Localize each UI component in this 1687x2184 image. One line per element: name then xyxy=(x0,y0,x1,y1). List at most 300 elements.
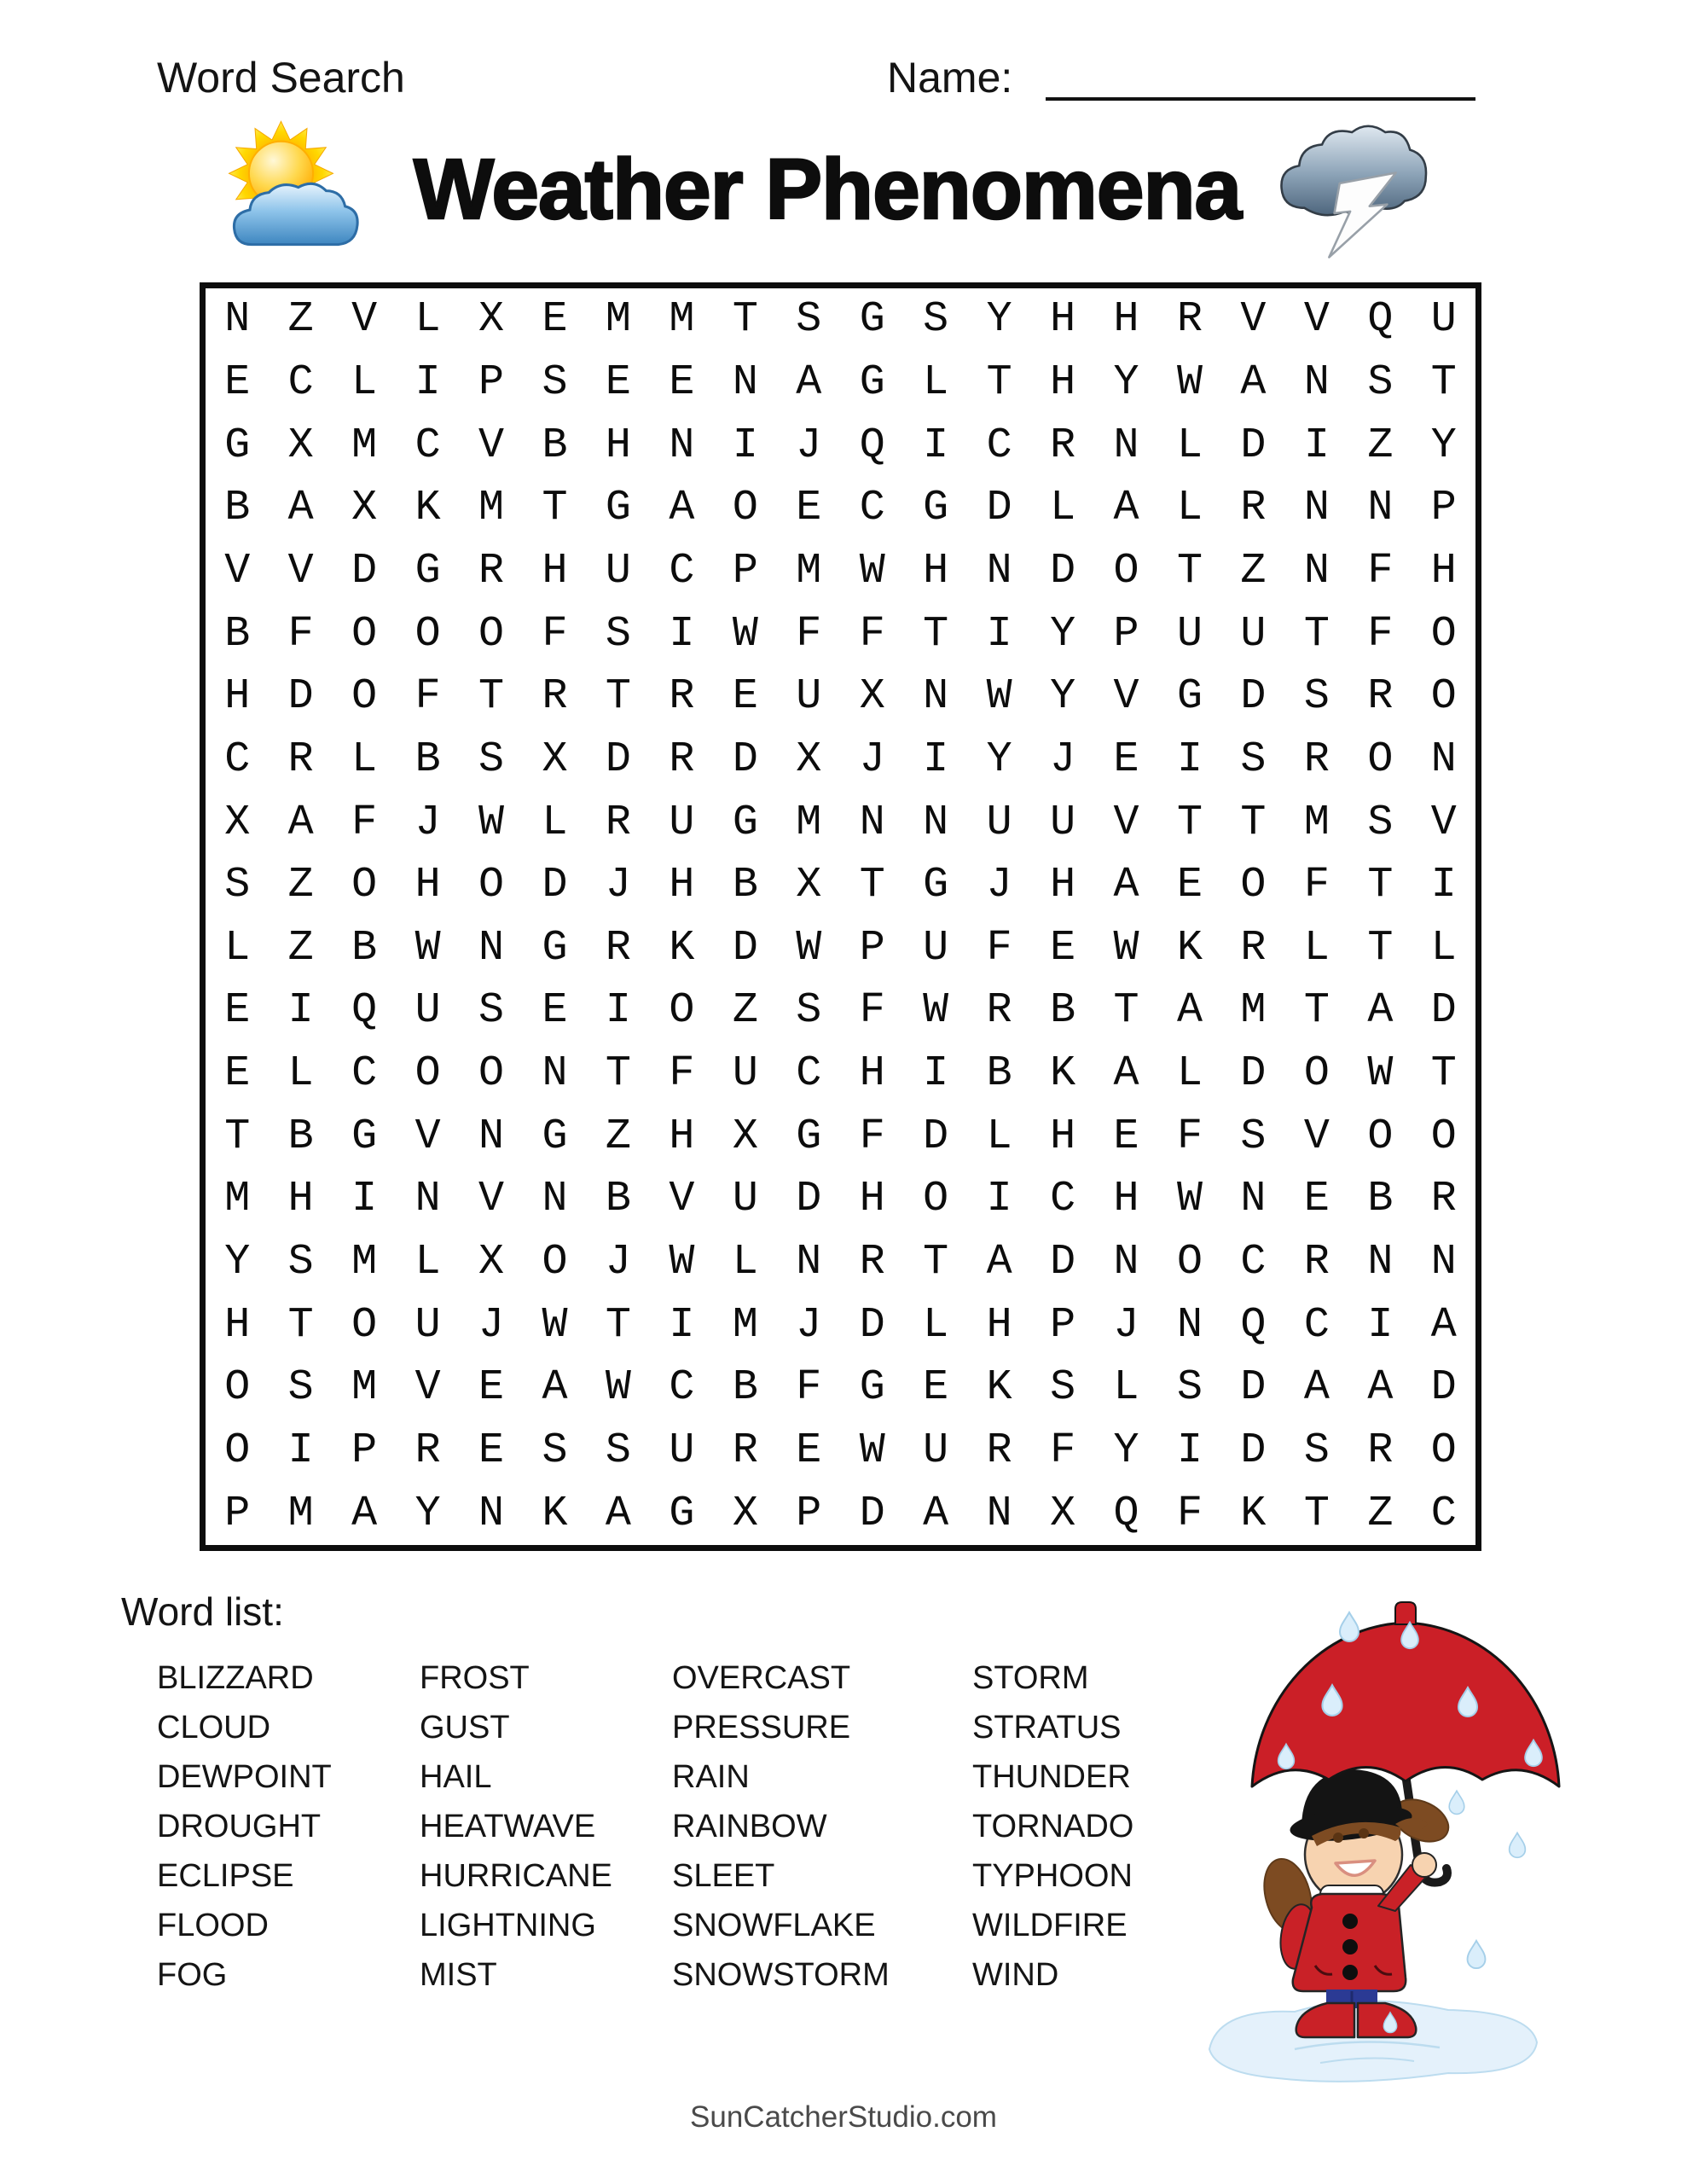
grid-letter[interactable]: U xyxy=(923,923,949,973)
grid-letter[interactable]: X xyxy=(1050,1489,1076,1538)
grid-letter[interactable]: Y xyxy=(1113,1426,1139,1476)
grid-letter[interactable]: W xyxy=(859,546,885,595)
grid-letter[interactable]: G xyxy=(669,1489,695,1538)
grid-letter[interactable]: Q xyxy=(1367,295,1394,345)
grid-letter[interactable]: T xyxy=(1113,986,1139,1036)
grid-letter[interactable]: E xyxy=(1176,861,1203,910)
grid-letter[interactable]: R xyxy=(1303,1238,1330,1287)
grid-letter[interactable]: U xyxy=(669,1426,695,1476)
grid-letter[interactable]: I xyxy=(1430,861,1457,910)
grid-letter[interactable]: F xyxy=(796,609,822,659)
grid-letter[interactable]: D xyxy=(1240,1049,1267,1099)
grid-letter[interactable]: L xyxy=(1176,1049,1203,1099)
grid-letter[interactable]: R xyxy=(1430,1175,1457,1224)
grid-letter[interactable]: W xyxy=(1367,1049,1394,1099)
grid-letter[interactable]: E xyxy=(669,357,695,407)
grid-letter[interactable]: S xyxy=(224,861,251,910)
grid-letter[interactable]: I xyxy=(415,357,441,407)
grid-letter[interactable]: F xyxy=(1050,1426,1076,1476)
grid-letter[interactable]: M xyxy=(796,798,822,847)
grid-letter[interactable]: R xyxy=(669,672,695,722)
grid-letter[interactable]: O xyxy=(1367,1112,1394,1161)
word-list-item[interactable]: CLOUD xyxy=(157,1710,271,1745)
word-list-item[interactable]: LIGHTNING xyxy=(420,1908,596,1943)
grid-letter[interactable]: F xyxy=(796,1363,822,1413)
grid-letter[interactable]: O xyxy=(1303,1049,1330,1099)
grid-letter[interactable]: F xyxy=(542,609,568,659)
letter-grid[interactable] xyxy=(200,282,1481,1551)
grid-letter[interactable]: Z xyxy=(1367,421,1394,470)
grid-letter[interactable]: N xyxy=(478,1112,505,1161)
grid-letter[interactable]: D xyxy=(1240,1426,1267,1476)
grid-letter[interactable]: C xyxy=(287,357,314,407)
grid-letter[interactable]: C xyxy=(1240,1238,1267,1287)
grid-letter[interactable]: E xyxy=(224,986,251,1036)
grid-letter[interactable]: U xyxy=(986,798,1012,847)
grid-letter[interactable]: E xyxy=(732,672,758,722)
grid-letter[interactable]: Y xyxy=(415,1489,441,1538)
grid-letter[interactable]: I xyxy=(732,421,758,470)
grid-letter[interactable]: N xyxy=(796,1238,822,1287)
grid-letter[interactable]: A xyxy=(1367,986,1394,1036)
grid-letter[interactable]: E xyxy=(542,295,568,345)
grid-letter[interactable]: F xyxy=(859,986,885,1036)
grid-letter[interactable]: B xyxy=(224,484,251,533)
word-list-item[interactable]: SLEET xyxy=(672,1858,775,1894)
grid-letter[interactable]: T xyxy=(605,1300,631,1350)
grid-letter[interactable]: P xyxy=(796,1489,822,1538)
grid-letter[interactable]: R xyxy=(1240,923,1267,973)
grid-letter[interactable]: T xyxy=(1430,357,1457,407)
word-list-item[interactable]: TORNADO xyxy=(972,1809,1134,1844)
word-list-item[interactable]: BLIZZARD xyxy=(157,1660,314,1696)
grid-letter[interactable]: S xyxy=(287,1363,314,1413)
grid-letter[interactable]: T xyxy=(923,609,949,659)
grid-letter[interactable]: F xyxy=(986,923,1012,973)
grid-letter[interactable]: I xyxy=(1176,735,1203,784)
grid-letter[interactable]: I xyxy=(351,1175,378,1224)
grid-letter[interactable]: O xyxy=(1430,609,1457,659)
grid-letter[interactable]: G xyxy=(732,798,758,847)
grid-letter[interactable]: W xyxy=(986,672,1012,722)
grid-letter[interactable]: L xyxy=(351,735,378,784)
grid-letter[interactable]: M xyxy=(1303,798,1330,847)
grid-letter[interactable]: S xyxy=(796,986,822,1036)
grid-letter[interactable]: K xyxy=(1050,1049,1076,1099)
grid-letter[interactable]: N xyxy=(478,923,505,973)
grid-letter[interactable]: D xyxy=(859,1489,885,1538)
word-list-item[interactable]: GUST xyxy=(420,1710,510,1745)
grid-letter[interactable]: I xyxy=(669,609,695,659)
grid-letter[interactable]: A xyxy=(669,484,695,533)
word-list-item[interactable]: STORM xyxy=(972,1660,1089,1696)
grid-letter[interactable]: P xyxy=(1113,609,1139,659)
grid-letter[interactable]: I xyxy=(287,986,314,1036)
word-list-item[interactable]: FOG xyxy=(157,1957,228,1993)
grid-letter[interactable]: C xyxy=(415,421,441,470)
grid-letter[interactable]: N xyxy=(1367,484,1394,533)
grid-letter[interactable]: X xyxy=(732,1112,758,1161)
grid-letter[interactable]: I xyxy=(986,1175,1012,1224)
grid-letter[interactable]: K xyxy=(1240,1489,1267,1538)
grid-letter[interactable]: X xyxy=(224,798,251,847)
grid-letter[interactable]: S xyxy=(1303,672,1330,722)
grid-letter[interactable]: J xyxy=(605,861,631,910)
grid-letter[interactable]: X xyxy=(796,735,822,784)
grid-letter[interactable]: G xyxy=(923,861,949,910)
grid-letter[interactable]: H xyxy=(986,1300,1012,1350)
grid-letter[interactable]: H xyxy=(1430,546,1457,595)
grid-letter[interactable]: E xyxy=(542,986,568,1036)
grid-letter[interactable]: A xyxy=(1430,1300,1457,1350)
grid-letter[interactable]: E xyxy=(605,357,631,407)
grid-letter[interactable]: C xyxy=(351,1049,378,1099)
grid-letter[interactable]: Q xyxy=(1240,1300,1267,1350)
grid-letter[interactable]: S xyxy=(1367,798,1394,847)
grid-letter[interactable]: Z xyxy=(287,861,314,910)
grid-letter[interactable]: O xyxy=(669,986,695,1036)
grid-letter[interactable]: N xyxy=(1430,1238,1457,1287)
grid-letter[interactable]: V xyxy=(1113,672,1139,722)
grid-letter[interactable]: Z xyxy=(287,923,314,973)
grid-letter[interactable]: W xyxy=(1176,357,1203,407)
grid-letter[interactable]: O xyxy=(1240,861,1267,910)
grid-letter[interactable]: F xyxy=(1367,546,1394,595)
grid-letter[interactable]: M xyxy=(351,1363,378,1413)
grid-letter[interactable]: O xyxy=(732,484,758,533)
grid-letter[interactable]: P xyxy=(1430,484,1457,533)
grid-letter[interactable]: G xyxy=(859,295,885,345)
grid-letter[interactable]: R xyxy=(1240,484,1267,533)
grid-letter[interactable]: O xyxy=(351,861,378,910)
grid-letter[interactable]: S xyxy=(1176,1363,1203,1413)
grid-letter[interactable]: S xyxy=(478,735,505,784)
grid-letter[interactable]: G xyxy=(542,923,568,973)
grid-letter[interactable]: W xyxy=(1113,923,1139,973)
grid-letter[interactable]: K xyxy=(415,484,441,533)
grid-letter[interactable]: V xyxy=(1113,798,1139,847)
grid-letter[interactable]: U xyxy=(923,1426,949,1476)
grid-letter[interactable]: F xyxy=(859,609,885,659)
grid-letter[interactable]: S xyxy=(542,1426,568,1476)
grid-letter[interactable]: R xyxy=(986,986,1012,1036)
grid-letter[interactable]: J xyxy=(415,798,441,847)
grid-letter[interactable]: N xyxy=(923,672,949,722)
grid-letter[interactable]: N xyxy=(478,1489,505,1538)
grid-letter[interactable]: V xyxy=(1430,798,1457,847)
grid-letter[interactable]: C xyxy=(669,1363,695,1413)
grid-letter[interactable]: K xyxy=(542,1489,568,1538)
grid-letter[interactable]: R xyxy=(415,1426,441,1476)
grid-letter[interactable]: A xyxy=(351,1489,378,1538)
grid-letter[interactable]: V xyxy=(415,1112,441,1161)
grid-letter[interactable]: N xyxy=(986,546,1012,595)
grid-letter[interactable]: T xyxy=(1430,1049,1457,1099)
grid-letter[interactable]: W xyxy=(478,798,505,847)
grid-letter[interactable]: I xyxy=(923,735,949,784)
grid-letter[interactable]: C xyxy=(1303,1300,1330,1350)
grid-letter[interactable]: L xyxy=(287,1049,314,1099)
grid-letter[interactable]: V xyxy=(224,546,251,595)
grid-letter[interactable]: M xyxy=(605,295,631,345)
grid-letter[interactable]: A xyxy=(542,1363,568,1413)
grid-letter[interactable]: O xyxy=(478,609,505,659)
grid-letter[interactable]: A xyxy=(1176,986,1203,1036)
grid-letter[interactable]: O xyxy=(1430,672,1457,722)
word-list-item[interactable]: STRATUS xyxy=(972,1710,1122,1745)
grid-letter[interactable]: V xyxy=(669,1175,695,1224)
grid-letter[interactable]: S xyxy=(1303,1426,1330,1476)
grid-letter[interactable]: E xyxy=(478,1426,505,1476)
grid-letter[interactable]: W xyxy=(923,986,949,1036)
grid-letter[interactable]: B xyxy=(732,1363,758,1413)
grid-letter[interactable]: C xyxy=(859,484,885,533)
grid-letter[interactable]: N xyxy=(1113,421,1139,470)
grid-letter[interactable]: O xyxy=(1113,546,1139,595)
word-list-item[interactable]: HEATWAVE xyxy=(420,1809,596,1844)
grid-letter[interactable]: H xyxy=(224,672,251,722)
grid-letter[interactable]: V xyxy=(287,546,314,595)
grid-letter[interactable]: N xyxy=(1240,1175,1267,1224)
grid-letter[interactable]: E xyxy=(923,1363,949,1413)
grid-letter[interactable]: D xyxy=(986,484,1012,533)
word-list-item[interactable]: WIND xyxy=(972,1957,1059,1993)
word-list-item[interactable]: OVERCAST xyxy=(672,1660,851,1696)
grid-letter[interactable]: W xyxy=(1176,1175,1203,1224)
grid-letter[interactable]: F xyxy=(669,1049,695,1099)
grid-letter[interactable]: L xyxy=(351,357,378,407)
grid-letter[interactable]: P xyxy=(224,1489,251,1538)
grid-letter[interactable]: D xyxy=(1240,1363,1267,1413)
grid-letter[interactable]: B xyxy=(415,735,441,784)
grid-letter[interactable]: J xyxy=(796,1300,822,1350)
grid-letter[interactable]: I xyxy=(923,1049,949,1099)
grid-letter[interactable]: D xyxy=(732,923,758,973)
grid-letter[interactable]: M xyxy=(732,1300,758,1350)
grid-letter[interactable]: U xyxy=(1050,798,1076,847)
grid-letter[interactable]: T xyxy=(1303,1489,1330,1538)
grid-letter[interactable]: S xyxy=(1050,1363,1076,1413)
grid-letter[interactable]: A xyxy=(1367,1363,1394,1413)
grid-letter[interactable]: E xyxy=(1303,1175,1330,1224)
grid-letter[interactable]: I xyxy=(1367,1300,1394,1350)
grid-letter[interactable]: H xyxy=(923,546,949,595)
grid-letter[interactable]: H xyxy=(1050,295,1076,345)
word-list-item[interactable]: HURRICANE xyxy=(420,1858,612,1894)
grid-letter[interactable]: M xyxy=(224,1175,251,1224)
grid-letter[interactable]: A xyxy=(287,484,314,533)
grid-letter[interactable]: E xyxy=(1113,1112,1139,1161)
grid-letter[interactable]: O xyxy=(1430,1112,1457,1161)
grid-letter[interactable]: Y xyxy=(986,735,1012,784)
word-list-item[interactable]: RAINBOW xyxy=(672,1809,827,1844)
grid-letter[interactable]: E xyxy=(1050,923,1076,973)
grid-letter[interactable]: E xyxy=(796,1426,822,1476)
grid-letter[interactable]: W xyxy=(669,1238,695,1287)
grid-letter[interactable]: O xyxy=(224,1426,251,1476)
grid-letter[interactable]: N xyxy=(859,798,885,847)
grid-letter[interactable]: D xyxy=(287,672,314,722)
word-list-item[interactable]: RAIN xyxy=(672,1759,750,1795)
word-list-item[interactable]: DEWPOINT xyxy=(157,1759,332,1795)
grid-letter[interactable]: R xyxy=(478,546,505,595)
word-list-item[interactable]: FLOOD xyxy=(157,1908,269,1943)
grid-letter[interactable]: I xyxy=(605,986,631,1036)
grid-letter[interactable]: B xyxy=(1367,1175,1394,1224)
grid-letter[interactable]: L xyxy=(986,1112,1012,1161)
grid-letter[interactable]: O xyxy=(1176,1238,1203,1287)
grid-letter[interactable]: P xyxy=(859,923,885,973)
word-list-item[interactable]: ECLIPSE xyxy=(157,1858,294,1894)
grid-letter[interactable]: W xyxy=(859,1426,885,1476)
grid-letter[interactable]: T xyxy=(605,672,631,722)
grid-letter[interactable]: Q xyxy=(351,986,378,1036)
grid-letter[interactable]: V xyxy=(478,421,505,470)
grid-letter[interactable]: X xyxy=(478,1238,505,1287)
grid-letter[interactable]: N xyxy=(1367,1238,1394,1287)
grid-letter[interactable]: N xyxy=(224,295,251,345)
grid-letter[interactable]: O xyxy=(1430,1426,1457,1476)
grid-letter[interactable]: T xyxy=(478,672,505,722)
grid-letter[interactable]: G xyxy=(605,484,631,533)
grid-letter[interactable]: S xyxy=(1367,357,1394,407)
grid-letter[interactable]: L xyxy=(1176,484,1203,533)
grid-letter[interactable]: U xyxy=(1430,295,1457,345)
grid-letter[interactable]: V xyxy=(1240,295,1267,345)
grid-letter[interactable]: L xyxy=(732,1238,758,1287)
grid-letter[interactable]: J xyxy=(478,1300,505,1350)
grid-letter[interactable]: K xyxy=(1176,923,1203,973)
grid-letter[interactable]: O xyxy=(478,1049,505,1099)
grid-letter[interactable]: Y xyxy=(986,295,1012,345)
grid-letter[interactable]: M xyxy=(478,484,505,533)
grid-letter[interactable]: M xyxy=(669,295,695,345)
grid-letter[interactable]: O xyxy=(351,609,378,659)
grid-letter[interactable]: I xyxy=(1303,421,1330,470)
grid-letter[interactable]: X xyxy=(287,421,314,470)
grid-letter[interactable]: G xyxy=(1176,672,1203,722)
grid-letter[interactable]: B xyxy=(986,1049,1012,1099)
grid-letter[interactable]: A xyxy=(1240,357,1267,407)
grid-letter[interactable]: L xyxy=(923,1300,949,1350)
grid-letter[interactable]: B xyxy=(732,861,758,910)
grid-letter[interactable]: N xyxy=(1430,735,1457,784)
grid-letter[interactable]: F xyxy=(1303,861,1330,910)
grid-letter[interactable]: H xyxy=(415,861,441,910)
grid-letter[interactable]: B xyxy=(542,421,568,470)
grid-letter[interactable]: O xyxy=(351,672,378,722)
grid-letter[interactable]: J xyxy=(605,1238,631,1287)
grid-letter[interactable]: G xyxy=(224,421,251,470)
grid-letter[interactable]: D xyxy=(1050,546,1076,595)
grid-letter[interactable]: O xyxy=(415,1049,441,1099)
grid-letter[interactable]: I xyxy=(923,421,949,470)
grid-letter[interactable]: T xyxy=(986,357,1012,407)
grid-letter[interactable]: S xyxy=(287,1238,314,1287)
word-list-item[interactable]: FROST xyxy=(420,1660,530,1696)
grid-letter[interactable]: M xyxy=(351,421,378,470)
grid-letter[interactable]: L xyxy=(415,1238,441,1287)
name-input-line[interactable] xyxy=(1046,97,1475,101)
grid-letter[interactable]: S xyxy=(1240,735,1267,784)
grid-letter[interactable]: R xyxy=(986,1426,1012,1476)
grid-letter[interactable]: T xyxy=(1303,986,1330,1036)
grid-letter[interactable]: K xyxy=(986,1363,1012,1413)
grid-letter[interactable]: Q xyxy=(1113,1489,1139,1538)
grid-letter[interactable]: V xyxy=(351,295,378,345)
grid-letter[interactable]: C xyxy=(669,546,695,595)
word-list-item[interactable]: SNOWFLAKE xyxy=(672,1908,876,1943)
grid-letter[interactable]: H xyxy=(859,1175,885,1224)
grid-letter[interactable]: A xyxy=(986,1238,1012,1287)
grid-letter[interactable]: T xyxy=(859,861,885,910)
grid-letter[interactable]: R xyxy=(1176,295,1203,345)
grid-letter[interactable]: A xyxy=(605,1489,631,1538)
grid-letter[interactable]: W xyxy=(605,1363,631,1413)
grid-letter[interactable]: D xyxy=(796,1175,822,1224)
word-list-item[interactable]: MIST xyxy=(420,1957,497,1993)
grid-letter[interactable]: P xyxy=(478,357,505,407)
grid-letter[interactable]: A xyxy=(796,357,822,407)
grid-letter[interactable]: Y xyxy=(224,1238,251,1287)
word-list-item[interactable]: DROUGHT xyxy=(157,1809,322,1844)
grid-letter[interactable]: N xyxy=(1303,546,1330,595)
grid-letter[interactable]: B xyxy=(287,1112,314,1161)
grid-letter[interactable]: Z xyxy=(1240,546,1267,595)
grid-letter[interactable]: M xyxy=(796,546,822,595)
grid-letter[interactable]: E xyxy=(1113,735,1139,784)
grid-letter[interactable]: I xyxy=(287,1426,314,1476)
grid-letter[interactable]: X xyxy=(796,861,822,910)
grid-letter[interactable]: J xyxy=(1050,735,1076,784)
grid-letter[interactable]: O xyxy=(478,861,505,910)
word-list-item[interactable]: TYPHOON xyxy=(972,1858,1133,1894)
grid-letter[interactable]: D xyxy=(1050,1238,1076,1287)
grid-letter[interactable]: P xyxy=(1050,1300,1076,1350)
grid-letter[interactable]: N xyxy=(1303,484,1330,533)
grid-letter[interactable]: Q xyxy=(859,421,885,470)
grid-letter[interactable]: F xyxy=(859,1112,885,1161)
grid-letter[interactable]: T xyxy=(1176,798,1203,847)
grid-letter[interactable]: L xyxy=(415,295,441,345)
grid-letter[interactable]: O xyxy=(542,1238,568,1287)
grid-letter[interactable]: L xyxy=(923,357,949,407)
grid-letter[interactable]: R xyxy=(287,735,314,784)
grid-letter[interactable]: N xyxy=(732,357,758,407)
grid-letter[interactable]: R xyxy=(605,798,631,847)
word-list-item[interactable]: SNOWSTORM xyxy=(672,1957,890,1993)
grid-letter[interactable]: N xyxy=(986,1489,1012,1538)
grid-letter[interactable]: B xyxy=(1050,986,1076,1036)
grid-letter[interactable]: L xyxy=(1050,484,1076,533)
grid-letter[interactable]: O xyxy=(415,609,441,659)
grid-letter[interactable]: T xyxy=(1367,923,1394,973)
grid-letter[interactable]: L xyxy=(1303,923,1330,973)
grid-letter[interactable]: H xyxy=(287,1175,314,1224)
grid-letter[interactable]: C xyxy=(224,735,251,784)
grid-letter[interactable]: R xyxy=(732,1426,758,1476)
grid-letter[interactable]: D xyxy=(732,735,758,784)
grid-letter[interactable]: T xyxy=(923,1238,949,1287)
grid-letter[interactable]: F xyxy=(287,609,314,659)
grid-letter[interactable]: R xyxy=(542,672,568,722)
grid-letter[interactable]: B xyxy=(351,923,378,973)
grid-letter[interactable]: O xyxy=(1367,735,1394,784)
grid-letter[interactable]: O xyxy=(224,1363,251,1413)
grid-letter[interactable]: I xyxy=(986,609,1012,659)
grid-letter[interactable]: T xyxy=(1176,546,1203,595)
grid-letter[interactable]: I xyxy=(1176,1426,1203,1476)
